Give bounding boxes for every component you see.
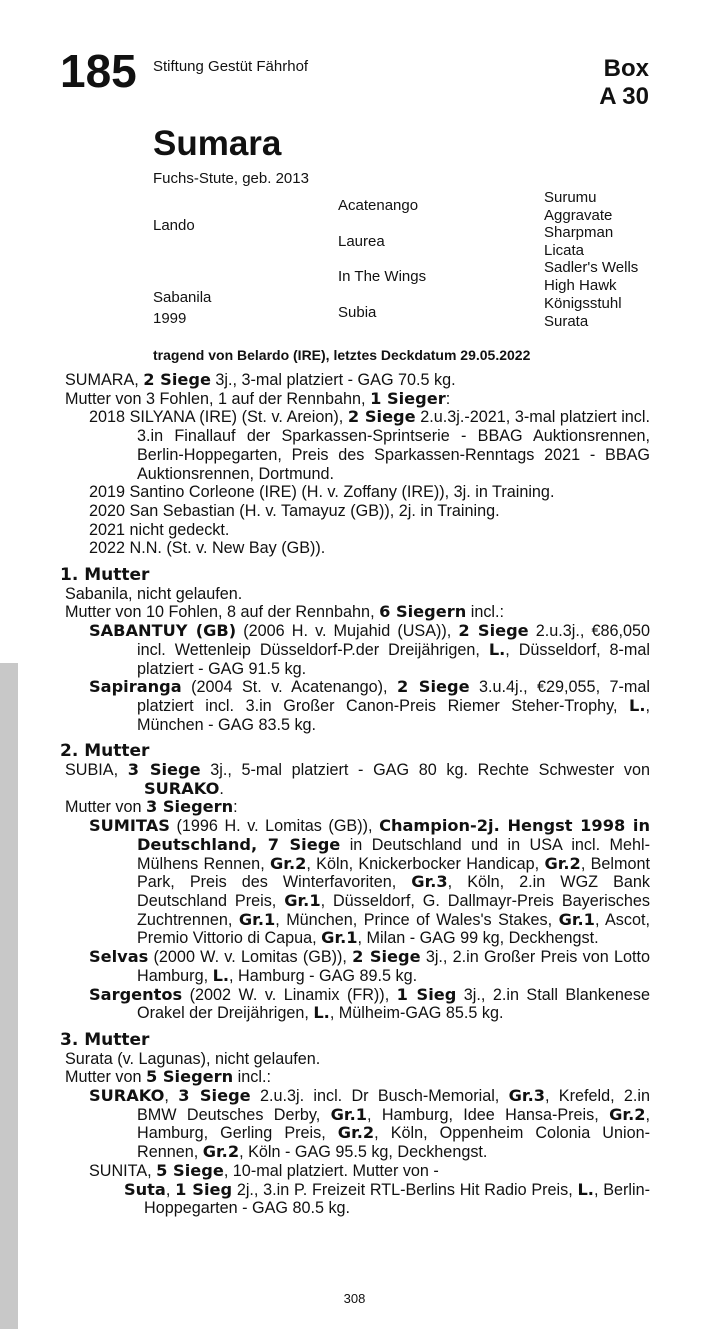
relative-entry: SUNITA, 5 Siege, 10-mal platziert. Mutter von - (89, 1160, 439, 1180)
sibling-entry: SABANTUY (GB) (2006 H. v. Mujahid (USA)), 2 Siege 2.u.3j., €86,050 incl. Wettenleip Düsseldorf-P.der Dreijährigen, L., Düsseldorf, 8-mal platziert - GAG 91.5 kg. (89, 621, 650, 678)
section-heading: 3. Mutter (60, 1029, 150, 1050)
pedigree-gen3: Aggravate (544, 207, 613, 224)
relative-entry: Sargentos (2002 W. v. Linamix (FR)), 1 Sieg 3j., 2.in Stall Blankenese Orakel der Dreijährigen, L., Mülheim-GAG 85.5 kg. (89, 984, 650, 1023)
covering-note: tragend von Belardo (IRE), letztes Deckdatum 29.05.2022 (153, 347, 531, 363)
relative-entry: Selvas (2000 W. v. Lomitas (GB)), 2 Siege 3j., 2.in Großer Preis von Lotto Hamburg, L., Hamburg - GAG 89.5 kg. (89, 947, 650, 985)
lot-number: 185 (60, 45, 137, 97)
pedigree-gen3: Surumu (544, 189, 597, 206)
pedigree-gen2: Laurea (338, 233, 385, 250)
section-heading: 1. Mutter (60, 565, 150, 586)
box-label (599, 55, 649, 111)
pedigree-gen3: High Hawk (544, 277, 617, 294)
horse-description: Fuchs-Stute, geb. 2013 (153, 170, 309, 187)
produce-entry: 2020 San Sebastian (H. v. Tamayuz (GB)), 2j. in Training. (89, 501, 500, 520)
pedigree-gen2: Subia (338, 304, 377, 321)
box-number: A 30 (599, 83, 649, 110)
relative-entry: SURAKO, 3 Siege 2.u.3j. incl. Dr Busch-Memorial, Gr.3, Krefeld, 2.in BMW Deutsches Derby, Gr.1, Hamburg, Idee Hansa-Preis, Gr.2, Hamburg, Gerling Preis, Gr.2, Köln, Oppenheim Colonia Union-Rennen, Gr.2, Köln - GAG 95.5 kg, Deckhengst. (89, 1086, 650, 1162)
relative-entry: Suta, 1 Sieg 2j., 3.in P. Freizeit RTL-Berlins Hit Radio Preis, L., Berlin-Hoppegarten - GAG 80.5 kg. (124, 1179, 650, 1218)
page-number: 308 (343, 1291, 366, 1306)
dam-record: Sabanila, nicht gelaufen. (65, 584, 243, 603)
page-edge-bar (0, 663, 18, 1329)
pedigree-gen3: Sharpman (544, 224, 614, 241)
box-title: Box (603, 55, 649, 82)
produce-entry: 2021 nicht gedeckt. (89, 520, 230, 539)
produce-entry: 2022 N.N. (St. v. New Bay (GB)). (89, 539, 326, 558)
horse-name: Sumara (153, 124, 282, 163)
granddam-record: SUBIA, 3 Siege 3j., 5-mal platziert - GAG 80 kg. Rechte Schwester von SURAKO. (65, 760, 650, 798)
pedigree-gen3: Licata (544, 242, 585, 259)
section-heading: 2. Mutter (60, 741, 150, 762)
pedigree-dam: Sabanila (153, 289, 212, 306)
catalogue-body (60, 371, 650, 1218)
relative-entry: SUMITAS (1996 H. v. Lomitas (GB)), Champion-2j. Hengst 1998 in Deutschland, 7 Siege in Deutschland und in USA incl. Mehl-Mülhens Rennen, Gr.2, Köln, Knickerbocker Handicap, Gr.2, Belmont Park, Preis des Winterfavoriten, Gr.3, Köln, 2.in WGZ Bank Deutschland Preis, Gr.1, Düsseldorf, G. Dallmayr-Preis Bayerisches Zuchtrennen, Gr.1, München, Prince of Wales's Stakes, Gr.1, Ascot, Premio Vittorio di Capua, Gr.1, Milan - GAG 99 kg, Deckhengst. (89, 816, 651, 948)
produce-summary: Mutter von 3 Fohlen, 1 auf der Rennbahn, 1 Sieger: (65, 388, 451, 408)
sibling-entry: Sapiranga (2004 St. v. Acatenango), 2 Siege 3.u.4j., €29,055, 7-mal platziert incl. 3.in Großer Canon-Preis Riemer Steher-Trophy, L., München - GAG 83.5 kg. (89, 677, 650, 734)
third-dam-record: Surata (v. Lagunas), nicht gelaufen. (65, 1049, 321, 1068)
pedigree-sire: Lando (153, 217, 195, 234)
pedigree-gen2: In The Wings (338, 268, 427, 285)
third-dam-produce-summary: Mutter von 5 Siegern incl.: (65, 1067, 271, 1087)
dam-produce-summary: Mutter von 10 Fohlen, 8 auf der Rennbahn, 6 Siegern incl.: (65, 602, 505, 622)
horse-record: SUMARA, 2 Siege 3j., 3-mal platziert - GAG 70.5 kg. (65, 370, 456, 389)
breeder-name: Stiftung Gestüt Fährhof (153, 58, 309, 75)
granddam-produce-summary: Mutter von 3 Siegern: (65, 797, 238, 817)
pedigree-gen3: Surata (544, 313, 589, 330)
pedigree-gen2: Acatenango (338, 197, 419, 214)
pedigree-gen3: Sadler's Wells (544, 259, 639, 276)
produce-entry: 2019 Santino Corleone (IRE) (H. v. Zoffany (IRE)), 3j. in Training. (89, 483, 555, 502)
pedigree-dam-year: 1999 (153, 310, 187, 327)
pedigree-gen3: Königsstuhl (544, 295, 622, 312)
produce-entry: 2018 SILYANA (IRE) (St. v. Areion), 2 Siege 2.u.3j.-2021, 3-mal platziert incl. 3.in Finallauf der Sparkassen-Sprintserie - BBAG Auktionsrennen, Berlin-Hoppegarten, Preis des Sparkassen-Renntags 2021 - BBAG Auktionsrennen, Dortmund. (89, 407, 650, 483)
